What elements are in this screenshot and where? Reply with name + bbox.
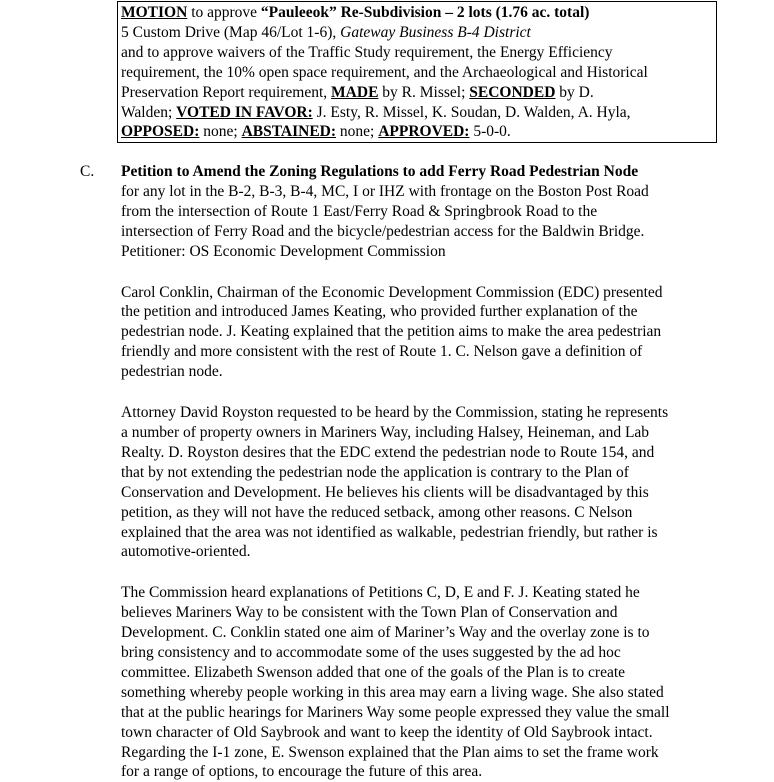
paragraph-line: that by not extending the pedestrian node the application is contrary to the Plan of: [121, 463, 629, 481]
paragraph-line: something whereby people working in this area may earn a living wage. She also stated: [121, 683, 664, 701]
paragraph-line: the petition and introduced James Keating, who provided further explanation of the: [121, 303, 638, 321]
paragraph-line: petition, as they will not have the reduced setback, among other reasons. C Nelson: [121, 503, 633, 521]
paragraph-2: [121, 403, 731, 562]
paragraph-line: pedestrian node. J. Keating explained that the petition aims to make the area pedestrian: [121, 323, 662, 341]
paragraph-line: friendly and more consistent with the rest of Route 1. C. Nelson gave a definition of: [121, 343, 643, 361]
paragraph-line: Attorney David Royston requested to be heard by the Commission, stating he represents: [121, 404, 669, 422]
description-line: Petitioner: OS Economic Development Commission: [121, 242, 446, 260]
section-body: [121, 162, 731, 782]
opposed-value: none;: [199, 123, 242, 141]
section-letter: C.: [80, 163, 95, 180]
section-description: [121, 182, 731, 262]
motion-district: Gateway Business B-4 District: [340, 23, 531, 41]
opposed-label: OPPOSED:: [121, 123, 200, 141]
motion-subject: “Pauleeok” Re-Subdivision – 2 lots (1.76 ac. total): [260, 4, 590, 21]
motion-line-2: [121, 23, 712, 43]
motion-label: MOTION: [121, 4, 188, 21]
paragraph-line: bring consistency and to accommodate some of the uses suggested by the ad hoc: [121, 644, 621, 662]
motion-text: to approve: [187, 4, 261, 21]
paragraph-line: Conservation and Development. He believes his clients will be disadvantaged by this: [121, 483, 649, 501]
motion-line-7: [121, 122, 712, 142]
description-line: intersection of Ferry Road and the bicycle/pedestrian access for the Baldwin Bridge.: [121, 222, 645, 240]
motion-line-5: [121, 83, 712, 103]
motion-text: Walden;: [121, 103, 177, 121]
paragraph-line: town character of Old Saybrook and want to keep the identity of Old Saybrook intact.: [121, 723, 653, 741]
motion-box: [117, 1, 717, 143]
motion-line-1: [121, 3, 712, 23]
paragraph-3: [121, 583, 731, 782]
seconded-by: by D.: [555, 83, 594, 101]
paragraph-line: believes Mariners Way to be consistent with the Town Plan of Conservation and: [121, 604, 618, 622]
motion-text: Preservation Report requirement,: [121, 83, 332, 101]
abstained-label: ABSTAINED:: [241, 123, 337, 141]
paragraph-line: automotive-oriented.: [121, 543, 251, 561]
paragraph-line: Regarding the I-1 zone, E. Swenson explained that the Plan aims to set the frame work: [121, 743, 659, 761]
paragraph-1: [121, 283, 731, 383]
description-line: for any lot in the B-2, B-3, B-4, MC, I or IHZ with frontage on the Boston Post Road: [121, 182, 649, 200]
motion-line-3: and to approve waivers of the Traffic Study requirement, the Energy Efficiency: [121, 43, 613, 61]
motion-line-4: requirement, the 10% open space requirement, and the Archaeological and Historical: [121, 63, 648, 81]
paragraph-line: a number of property owners in Mariners Way, including Halsey, Heineman, and Lab: [121, 423, 650, 441]
motion-address: 5 Custom Drive (Map 46/Lot 1-6),: [121, 23, 341, 41]
motion-line-6: [121, 103, 712, 123]
paragraph-line: Carol Conklin, Chairman of the Economic Development Commission (EDC) presented: [121, 283, 663, 301]
approved-label: APPROVED:: [378, 123, 470, 141]
paragraph-line: pedestrian node.: [121, 363, 223, 381]
voted-names: J. Esty, R. Missel, K. Soudan, D. Walden, A. Hyla,: [312, 103, 631, 121]
paragraph-line: for a range of options, to encourage the future of this area.: [121, 763, 483, 781]
seconded-label: SECONDED: [469, 83, 556, 101]
paragraph-line: explained that the area was not identified as walkable, pedestrian friendly, but rather is: [121, 523, 658, 541]
made-label: MADE: [331, 83, 379, 101]
paragraph-line: committee. Elizabeth Swenson added that one of the goals of the Plan is to create: [121, 663, 626, 681]
paragraph-line: Development. C. Conklin stated one aim of Mariner’s Way and the overlay zone is to: [121, 624, 650, 642]
paragraph-line: The Commission heard explanations of Petitions C, D, E and F. J. Keating stated he: [121, 584, 640, 602]
voted-label: VOTED IN FAVOR:: [176, 103, 313, 121]
abstained-value: none;: [336, 123, 379, 141]
paragraph-line: that at the public hearings for Mariners Way some people expressed they value the small: [121, 703, 670, 721]
description-line: from the intersection of Route 1 East/Ferry Road & Springbrook Road to the: [121, 202, 598, 220]
approved-value: 5-0-0.: [469, 123, 511, 141]
paragraph-line: Realty. D. Royston desires that the EDC extend the pedestrian node to Route 154, and: [121, 443, 655, 461]
made-by: by R. Missel;: [378, 83, 470, 101]
section-title: Petition to Amend the Zoning Regulations to add Ferry Road Pedestrian Node: [121, 163, 639, 180]
